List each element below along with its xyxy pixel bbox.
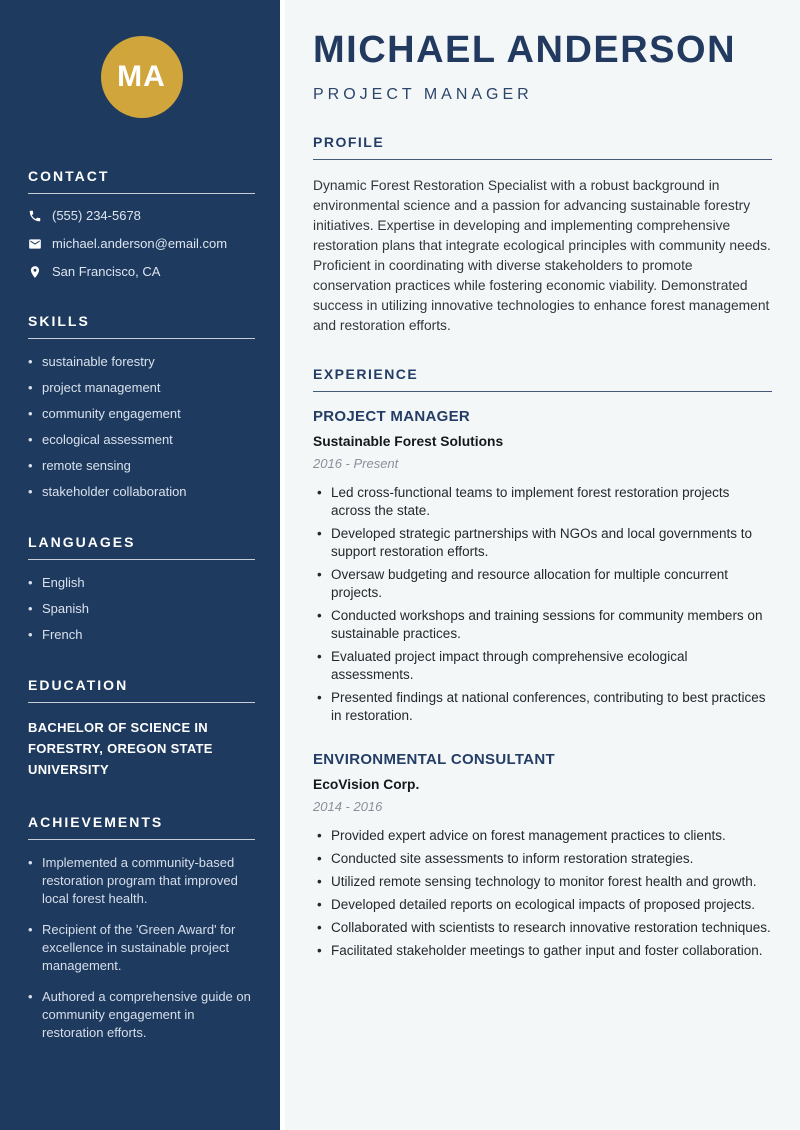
achievement-item: • Recipient of the 'Green Award' for excellence in sustainable project management. (28, 921, 255, 975)
job-bullet: • Facilitated stakeholder meetings to gather input and foster collaboration. (313, 942, 772, 960)
job-bullet: • Conducted site assessments to inform restoration strategies. (313, 850, 772, 868)
contact-location-row (28, 264, 255, 279)
job-bullet: • Presented findings at national conferences, contributing to best practices in restoration. (313, 689, 772, 725)
divider (28, 193, 255, 194)
phone-icon (28, 209, 42, 223)
achievement-item: • Authored a comprehensive guide on community engagement in restoration efforts. (28, 988, 255, 1042)
avatar-initials: MA (117, 60, 166, 93)
achievements-heading: ACHIEVEMENTS (28, 814, 164, 830)
job-dates: 2014 - 2016 (313, 798, 383, 814)
job-bullet: • Provided expert advice on forest management practices to clients. (313, 827, 772, 845)
skill-item: • ecological assessment (28, 431, 255, 448)
skill-item: • project management (28, 379, 255, 396)
skills-section (28, 313, 255, 500)
skill-item: • sustainable forestry (28, 353, 255, 370)
languages-section (28, 534, 255, 643)
profile-text: Dynamic Forest Restoration Specialist with a robust background in environmental science and a passion for advancing sustainable forestry initiatives. Expertise in developing and implementing comprehensive restoration plans that integrate ecological principles with community needs. Proficient in coordinating with diverse stakeholders to promote conservation practices while fostering economic viability. Demonstrated success in utilizing innovative technologies to enhance forest management and restoration efforts. (313, 177, 771, 333)
profile-section (313, 134, 772, 336)
job-bullet-list (313, 827, 772, 960)
email-icon (28, 237, 42, 251)
main-column (280, 0, 800, 1130)
divider (313, 391, 772, 392)
divider (313, 159, 772, 160)
language-item: • Spanish (28, 600, 255, 617)
job-bullet: • Led cross-functional teams to implement forest restoration projects across the state. (313, 484, 772, 520)
skill-item: • remote sensing (28, 457, 255, 474)
job-entry (313, 408, 772, 725)
skill-item: • community engagement (28, 405, 255, 422)
contact-phone-row (28, 208, 255, 223)
divider (28, 559, 255, 560)
candidate-name: MICHAEL ANDERSON (313, 29, 737, 71)
candidate-title: PROJECT MANAGER (313, 85, 533, 103)
job-bullet-list (313, 484, 772, 725)
divider (28, 338, 255, 339)
contact-phone: (555) 234-5678 (52, 208, 141, 223)
divider (28, 839, 255, 840)
sidebar (0, 0, 280, 1130)
job-dates: 2016 - Present (313, 455, 399, 471)
job-company: EcoVision Corp. (313, 776, 420, 792)
profile-heading: PROFILE (313, 133, 385, 150)
location-icon (28, 265, 42, 279)
job-title: ENVIRONMENTAL CONSULTANT (313, 750, 555, 768)
divider (28, 702, 255, 703)
skill-item: • stakeholder collaboration (28, 483, 255, 500)
contact-heading: CONTACT (28, 168, 110, 184)
contact-section (28, 168, 255, 279)
job-bullet: • Collaborated with scientists to research innovative restoration techniques. (313, 919, 772, 937)
job-bullet: • Evaluated project impact through comprehensive ecological assessments. (313, 648, 772, 684)
achievements-list (28, 854, 255, 1042)
contact-email: michael.anderson@email.com (52, 236, 228, 251)
job-bullet: • Developed detailed reports on ecological impacts of proposed projects. (313, 896, 772, 914)
contact-location: San Francisco, CA (52, 264, 161, 279)
skills-list (28, 353, 255, 500)
job-company: Sustainable Forest Solutions (313, 433, 504, 449)
job-bullet: • Oversaw budgeting and resource allocation for multiple concurrent projects. (313, 566, 772, 602)
experience-section (313, 366, 772, 960)
job-title: PROJECT MANAGER (313, 407, 471, 425)
languages-list (28, 574, 255, 643)
job-bullet: • Utilized remote sensing technology to monitor forest health and growth. (313, 873, 772, 891)
job-bullet: • Conducted workshops and training sessions for community members on sustainable practices. (313, 607, 772, 643)
achievement-item: • Implemented a community-based restoration program that improved local forest health. (28, 854, 255, 908)
languages-heading: LANGUAGES (28, 534, 136, 550)
contact-email-row (28, 236, 255, 251)
experience-heading: EXPERIENCE (313, 365, 419, 382)
language-item: • English (28, 574, 255, 591)
education-degree: BACHELOR OF SCIENCE IN FORESTRY, OREGON STATE UNIVERSITY (28, 720, 213, 777)
language-item: • French (28, 626, 255, 643)
skills-heading: SKILLS (28, 313, 90, 329)
achievements-section (28, 814, 255, 1042)
avatar (101, 36, 183, 118)
education-heading: EDUCATION (28, 677, 129, 693)
job-bullet: • Developed strategic partnerships with NGOs and local governments to support restoration efforts. (313, 525, 772, 561)
education-section (28, 677, 255, 780)
job-entry (313, 751, 772, 960)
